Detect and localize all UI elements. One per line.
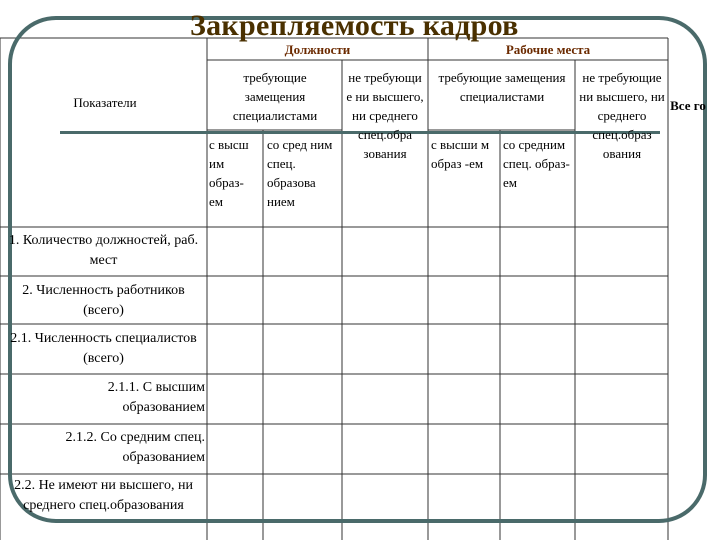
page-title: Закрепляемость кадров <box>190 9 519 42</box>
header-indicators: Показатели <box>73 95 137 110</box>
row-label-4: 2.1.1. С высшим образованием <box>107 380 205 415</box>
col-pos-higher: с высш им образ- ем <box>209 137 249 209</box>
col-wp-requiring-specialists: требующие замещения специалистами <box>438 70 566 104</box>
row-label-3: 2.1. Численность специалистов (всего) <box>10 331 197 366</box>
header-total: Все го <box>670 98 706 113</box>
col-pos-secondary: со сред ним спец. образова нием <box>267 137 333 209</box>
row-label-1: 1. Количество должностей, раб. мест <box>8 233 199 268</box>
col-wp-not-requiring: не требующие ни высшего, ни среднего спец.образ ования <box>579 70 665 161</box>
col-wp-higher: с высши м образ -ем <box>431 137 490 171</box>
header-workplaces: Рабочие места <box>505 42 591 57</box>
col-not-requiring: не требующи е ни высшего, ни среднего спец.обра зования <box>346 70 424 161</box>
header-positions: Должности <box>284 42 351 57</box>
col-requiring-specialists: требующие замещения специалистами <box>232 70 318 123</box>
row-label-6: 2.2. Не имеют ни высшего, ни среднего спец.образования <box>14 478 193 513</box>
row-label-5: 2.1.2. Со средним спец. образованием <box>65 430 205 465</box>
col-wp-secondary: со средним спец. образ-ем <box>503 137 570 190</box>
row-label-2: 2. Численность работников (всего) <box>22 283 185 318</box>
